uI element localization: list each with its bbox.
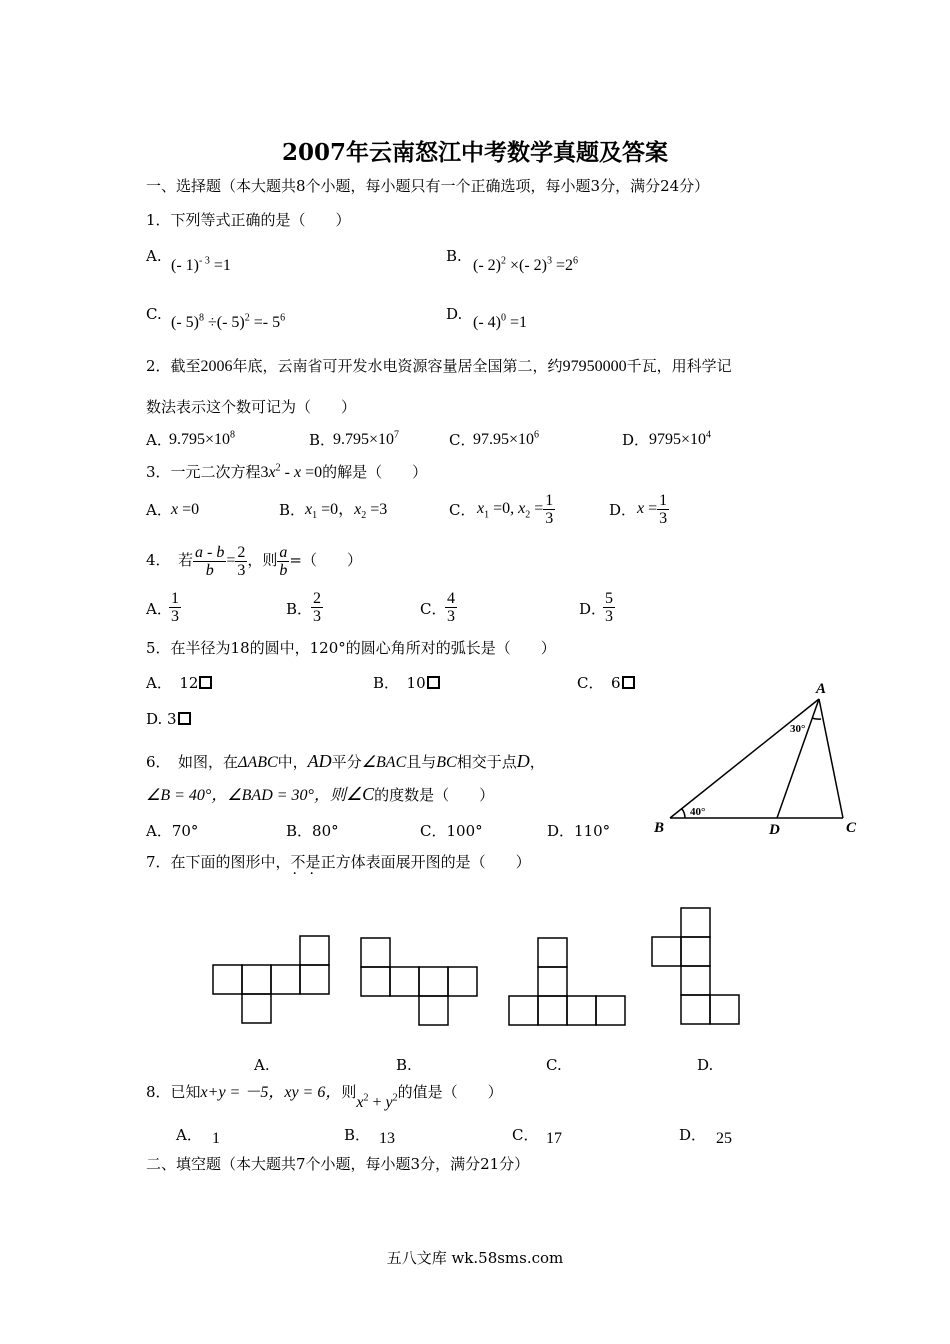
q4-option-a-label: A． [146,600,172,618]
question-6-stem-line2: ∠B = 40°，∠BAD = 30°，则∠C的度数是（ ） [146,784,495,804]
net-c [509,938,625,1025]
q2-option-d-label: D． [622,431,650,449]
q4-option-a-expr: $\frac{1}{3}$ [171,590,179,625]
angle-bad-label: 30° [790,723,806,735]
q5-option-d: D. 3 [146,710,191,728]
q2-option-a-expr: $9.795\times 10^8$ [169,429,236,448]
q2-option-d-expr: $9795\times 10^4$ [649,429,712,448]
q4-option-b-expr: $\frac{2}{3}$ [313,590,321,625]
side-ab [670,699,819,818]
q4-option-d-label: D． [579,600,607,618]
q1-option-a-expr: (- 1)$^{- 3}$ =1 [171,255,231,274]
net-d-label: D. [697,1056,714,1074]
q8-option-b-label: B． [344,1126,371,1144]
question-3-stem: 3．一元二次方程$3x^2 - x =0$的解是（ ） [146,462,428,481]
q4-option-b-label: B． [286,600,313,618]
q8-option-d-value: 25 [716,1130,732,1147]
q2-option-c-label: C． [449,431,476,449]
q1-option-c-expr: (- 5)$^8$ ÷(- $5)^2 =- 5^6$ [171,312,286,331]
pi-box-glyph [622,676,635,689]
vertex-b-label: B [654,820,665,836]
q2-option-a-label: A． [146,431,172,449]
q2-option-c-expr: $97.95\times 10^6$ [473,429,540,448]
net-c-label: C. [546,1056,562,1074]
net-a-label: A. [254,1056,270,1074]
q5-option-c: C． 6 [577,674,635,692]
question-7-stem: 7．在下面的图形中，不是 · ·正方体表面展开图的是（ ） [146,853,531,871]
net-d [652,908,739,1024]
q3-option-d-expr: x = $\frac{1}{3}$ [637,492,668,527]
q3-option-b-expr: $x_1 =0$，$x_2 =3$ [305,501,388,522]
q4-option-c-label: C． [420,600,447,618]
q6-option-b: B．80° [286,822,339,840]
question-8-stem: 8．已知x+y = －5，xy = 6，则$x^2 + y^2$的值是（ ） [146,1083,503,1111]
vertex-d-label: D [769,822,780,838]
section-2-heading: 二、填空题（本大题共7个小题，每小题3分，满分21分） [146,1155,530,1173]
q2-option-b-label: B． [309,431,336,449]
net-b-label: B. [396,1056,412,1074]
q3-option-a-label: A． [146,501,172,519]
q3-option-b-label: B． [279,501,306,519]
side-ac [819,699,843,818]
q2-option-b-expr: $9.795\times 10^7$ [333,429,400,448]
pi-box-glyph [427,676,440,689]
vertex-c-label: C [846,820,857,836]
q6-option-c: C．100° [420,822,483,840]
q4-option-d-expr: $\frac{5}{3}$ [605,590,613,625]
question-2-stem-line2: 数法表示这个数可记为（ ） [146,398,357,416]
q4-option-c-expr: $\frac{4}{3}$ [447,590,455,625]
q5-option-a: A． 12 [146,674,212,692]
angle-b-arc [682,809,685,818]
question-4-stem: 4． 若 $\frac{a - b}{b}$ = $\frac{2}{3}$ ，则 $\frac{a}{b}$ =（ ） [146,543,362,579]
question-5-stem: 5．在半径为18的圆中，120°的圆心角所对的弧长是（ ） [146,639,556,657]
q8-option-b-value: 13 [379,1130,395,1147]
net-a [213,936,329,1023]
pi-box-glyph [199,676,212,689]
pi-box-glyph [178,712,191,725]
page-footer: 五八文库 wk.58sms.com [386,1249,564,1267]
cube-nets-figure [210,905,740,1027]
q1-option-d-label: D. [446,305,463,323]
q1-option-d-expr: (- 4)$^0$ =1 [473,312,528,331]
q3-option-c-label: C． [449,501,476,519]
net-b [361,938,477,1025]
angle-b-label: 40° [690,806,706,818]
q8-option-a-value: 1 [212,1130,220,1147]
question-1-stem: 1．下列等式正确的是（ ） [146,211,351,229]
question-6-stem: 6． 如图，在ΔABC中，AD平分∠BAC且与BC相交于点D， [146,751,545,771]
q6-option-d: D．110° [547,822,611,840]
q1-option-b-expr: (- 2)$^2$ ×(- $2)^3 =2^6$ [473,255,579,274]
q8-option-d-label: D． [679,1126,707,1144]
question-2-stem: 2．截至2006年底，云南省可开发水电资源容量居全国第二，约97950000千瓦，用科学记 [146,357,732,375]
q5-option-b: B． 10 [373,674,440,692]
q8-option-c-label: C． [512,1126,539,1144]
q8-option-c-value: 17 [546,1130,562,1147]
triangle-figure [640,675,870,840]
q1-option-a-label: A. [146,247,162,265]
section-1-heading: 一、选择题（本大题共8个小题，每小题只有一个正确选项，每小题3分，满分24分） [146,177,710,195]
q6-option-a: A．70° [146,822,199,840]
q3-option-a-expr: x =0 [171,501,200,518]
segment-ad [777,699,819,818]
q1-option-c-label: C. [146,305,162,323]
q3-option-c-expr: $x_1 =0$, $x_2$ = $\frac{1}{3}$ [477,492,554,527]
q1-option-b-label: B. [446,247,462,265]
vertex-a-label: A [816,681,827,697]
q8-option-a-label: A． [176,1126,202,1144]
q3-option-d-label: D． [609,501,637,519]
angle-bad-arc [812,718,821,719]
page-title: 2007年云南怒江中考数学真题及答案 [281,139,668,166]
